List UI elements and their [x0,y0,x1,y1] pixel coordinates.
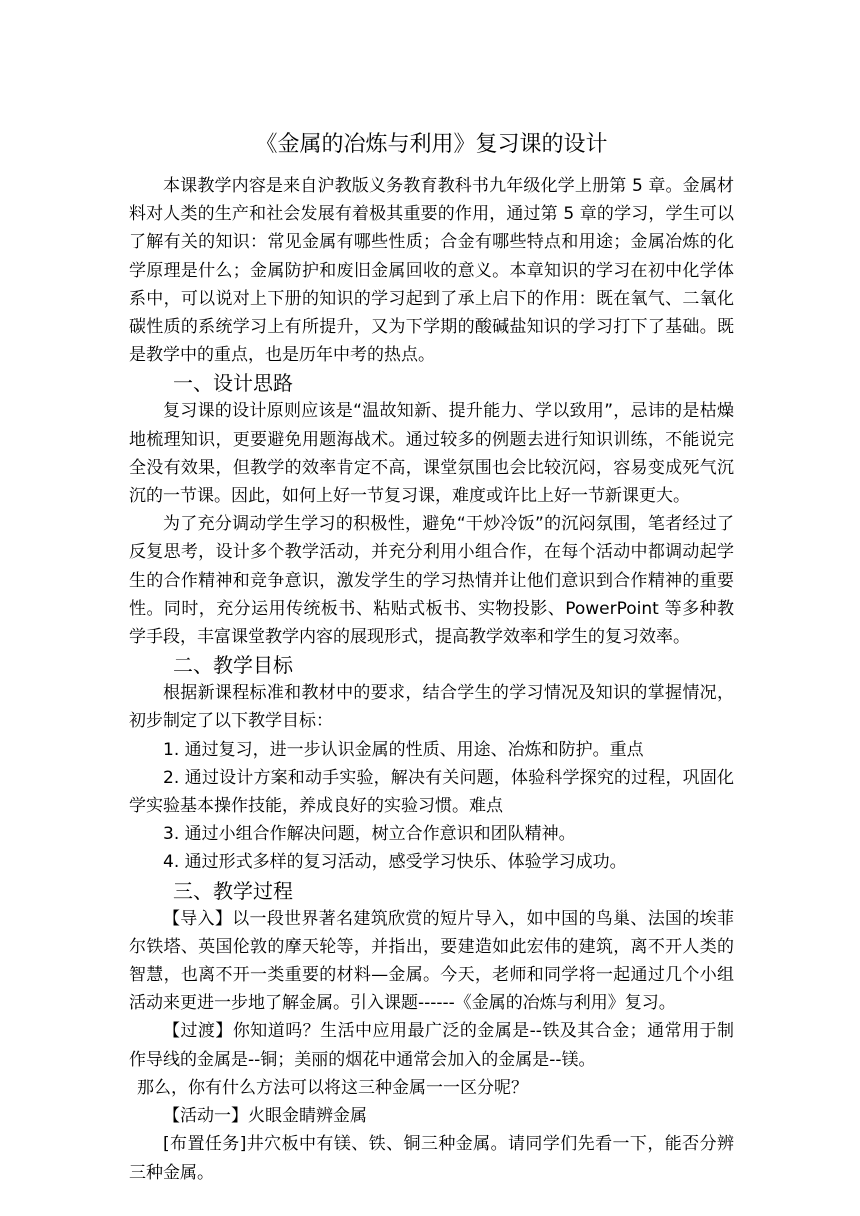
goal-item-1: 1. 通过复习，进一步认识金属的性质、用途、冶炼和防护。重点 [163,739,644,760]
design-paragraph-1: 复习课的设计原则应该是“温故知新、提升能力、学以致用”，忌讳的是枯燥地梳理知识，更要避免用题海战术。通过较多的例题去进行知识训练，不能说完全没有效果，但教学的效率肯定不高，课堂氛围也会比较沉闷，容易变成死气沉沉的一节课。因此，如何上好一节复习课，难度或许比上好一节新课更大。 [129,401,734,507]
document-title: 《金属的冶炼与利用》复习课的设计 [255,132,608,157]
goals-paragraph: 根据新课程标准和教材中的要求，结合学生的学习情况及知识的掌握情况，初步制定了以下教学目标： [129,683,734,732]
process-transition-paragraph: 【过渡】你知道吗？生活中应用最广泛的金属是--铁及其合金；通常用于制作导线的金属是--铜；美丽的烟花中通常会加入的金属是--镁。 [129,1021,734,1070]
goal-item-2: 2. 通过设计方案和动手实验，解决有关问题，体验科学探究的过程，巩固化学实验基本操作技能，养成良好的实验习惯。难点 [129,767,734,817]
process-intro-paragraph: 【导入】以一段世界著名建筑欣赏的短片导入，如中国的鸟巢、法国的埃菲尔铁塔、英国伦敦的摩天轮等，并指出，要建造如此宏伟的建筑，离不开人类的智慧，也离不开一类重要的材料—金属。今天，老师和同学将一起通过几个小组活动来更进一步地了解金属。引入课题------《金属的冶炼与利用》复习。 [129,908,734,1014]
section-heading-goals: 二、教学目标 [173,653,293,678]
process-question-paragraph: 那么，你有什么方法可以将这三种金属一一区分呢？ [137,1077,528,1098]
goal-item-3: 3. 通过小组合作解决问题，树立合作意识和团队精神。 [163,824,576,845]
activity-1-task: [布置任务]井穴板中有镁、铁、铜三种金属。请同学们先看一下，能否分辨三种金属。 [129,1134,734,1183]
design-paragraph-2: 为了充分调动学生学习的积极性，避免“干炒冷饭”的沉闷氛围，笔者经过了反复思考，设计多个教学活动，并充分利用小组合作，在每个活动中都调动起学生的合作精神和竞争意识，激发学生的学习热情并让他们意识到合作精神的重要性。同时，充分运用传统板书、粘贴式板书、实物投影、PowerPoint 等多种教学手段，丰富课堂教学内容的展现形式，提高教学效率和学生的复习效率。 [129,514,734,648]
intro-paragraph: 本课教学内容是来自沪教版义务教育教科书九年级化学上册第 5 章。金属材料对人类的生产和社会发展有着极其重要的作用，通过第 5 章的学习，学生可以了解有关的知识：常见金属有哪些性质；合金有哪些特点和用途；金属冶炼的化学原理是什么；金属防护和废旧金属回收的意义。本章知识的学习在初中化学体系中，可以说对上下册的知识的学习起到了承上启下的作用：既在氧气、二氧化碳性质的系统学习上有所提升，又为下学期的酸碱盐知识的学习打下了基础。既是教学中的重点，也是历年中考的热点。 [129,176,734,366]
activity-1-title: 【活动一】火眼金睛辨金属 [163,1106,367,1127]
section-heading-process: 三、教学过程 [173,878,293,903]
goal-item-4: 4. 通过形式多样的复习活动，感受学习快乐、体验学习成功。 [163,852,627,873]
section-heading-design: 一、设计思路 [173,371,293,396]
